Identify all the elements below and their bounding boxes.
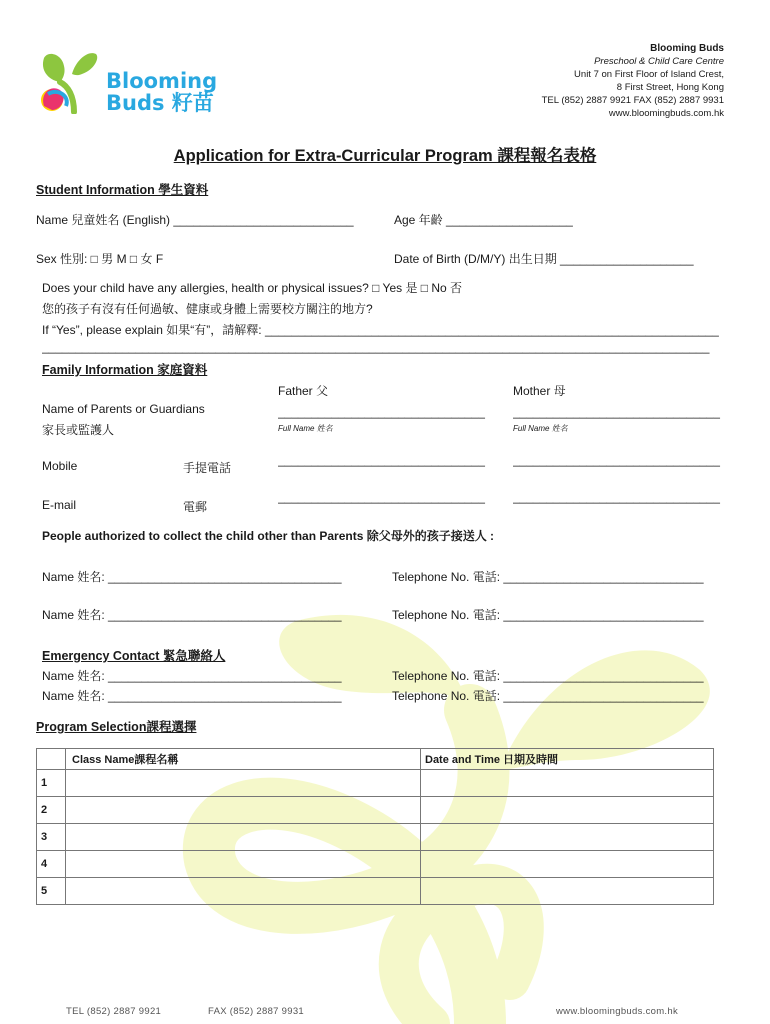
table-row xyxy=(37,797,714,824)
allergy-question[interactable]: Does your child have any allergies, health or physical issues? □ Yes 是 □ No 否 xyxy=(42,281,463,295)
emergency-name-field-2[interactable]: Name 姓名: ___________________________________ xyxy=(42,689,342,703)
father-mobile-line[interactable]: _______________________________ xyxy=(278,453,485,467)
father-fullname-caption: Full Name 姓名 xyxy=(278,424,333,433)
authorized-tel-field-2[interactable]: Telephone No. 電話: ______________________________ xyxy=(392,608,704,622)
table-row xyxy=(37,824,714,851)
authorized-name-field-2[interactable]: Name 姓名: ___________________________________ xyxy=(42,608,342,622)
date-time-cell[interactable] xyxy=(421,851,714,878)
class-name-cell[interactable] xyxy=(66,770,421,797)
father-email-line[interactable]: _______________________________ xyxy=(278,490,485,504)
mother-name-line[interactable]: _______________________________ xyxy=(513,405,720,419)
footer-website: www.bloomingbuds.com.hk xyxy=(556,1006,679,1017)
address-line-1: Unit 7 on First Floor of Island Crest, xyxy=(574,69,724,80)
father-name-line[interactable]: _______________________________ xyxy=(278,405,485,419)
website: www.bloomingbuds.com.hk xyxy=(608,108,724,119)
logo-text-line2: Buds 籽苗 xyxy=(106,91,214,115)
sprout-logo-icon xyxy=(38,44,100,114)
authorized-tel-field-1[interactable]: Telephone No. 電話: ______________________________ xyxy=(392,570,704,584)
program-selection-table xyxy=(36,748,714,905)
date-time-cell[interactable] xyxy=(421,824,714,851)
mother-mobile-line[interactable]: _______________________________ xyxy=(513,453,720,467)
school-name: Blooming Buds xyxy=(650,43,724,54)
student-info-heading: Student Information 學生資料 xyxy=(36,183,209,197)
program-selection-heading: Program Selection課程選擇 xyxy=(36,720,197,734)
allergy-explain-field[interactable]: If “Yes”, please explain 如果“有”，請解釋: ____________________________________________________________________ xyxy=(42,323,719,337)
emergency-name-field-1[interactable]: Name 姓名: ___________________________________ xyxy=(42,669,342,683)
row-number-header xyxy=(37,749,66,770)
age-field[interactable]: Age 年齡 ___________________ xyxy=(394,213,573,227)
address-line-2: 8 First Street, Hong Kong xyxy=(616,82,724,93)
email-label: E-mail xyxy=(42,498,77,512)
mother-email-line[interactable]: _______________________________ xyxy=(513,490,720,504)
mother-fullname-caption: Full Name 姓名 xyxy=(513,424,568,433)
sex-checkboxes[interactable]: Sex 性別: □ 男 M □ 女 F xyxy=(36,252,164,266)
date-time-header: Date and Time 日期及時間 xyxy=(421,749,714,770)
emergency-tel-field-1[interactable]: Telephone No. 電話: ______________________________ xyxy=(392,669,704,683)
emergency-contact-heading: Emergency Contact 緊急聯絡人 xyxy=(42,649,226,663)
class-name-cell[interactable] xyxy=(66,824,421,851)
row-number: 1 xyxy=(37,770,66,797)
row-number: 3 xyxy=(37,824,66,851)
table-row xyxy=(37,851,714,878)
child-name-field[interactable]: Name 兒童姓名 (English) ___________________________ xyxy=(36,213,354,227)
row-number: 4 xyxy=(37,851,66,878)
row-number: 5 xyxy=(37,878,66,905)
allergy-explain-line-2[interactable]: ____________________________________________________________________________________________________ xyxy=(42,340,710,354)
authorized-pickup-heading: People authorized to collect the child other than Parents 除父母外的孩子接送人 : xyxy=(42,529,495,543)
allergy-question-chinese: 您的孩子有沒有任何過敏、健康或身體上需要校方關注的地方? xyxy=(42,302,373,316)
class-name-cell[interactable] xyxy=(66,797,421,824)
footer-tel: TEL (852) 2887 9921 xyxy=(66,1006,162,1017)
father-column-label: Father 父 xyxy=(278,384,329,398)
footer-fax: FAX (852) 2887 9931 xyxy=(208,1006,305,1017)
mobile-label: Mobile xyxy=(42,459,78,473)
parents-name-label: Name of Parents or Guardians xyxy=(42,402,205,416)
authorized-name-field-1[interactable]: Name 姓名: ___________________________________ xyxy=(42,570,342,584)
table-row xyxy=(37,770,714,797)
email-label-chinese: 電郵 xyxy=(183,500,208,514)
class-name-header: Class Name課程名稱 xyxy=(66,749,421,770)
date-of-birth-field[interactable]: Date of Birth (D/M/Y) 出生日期 ____________________ xyxy=(394,252,694,266)
form-title: Application for Extra-Curricular Program 課程報名表格 xyxy=(173,147,597,165)
mobile-label-chinese: 手提電話 xyxy=(183,461,232,475)
mother-column-label: Mother 母 xyxy=(513,384,566,398)
school-subtitle: Preschool & Child Care Centre xyxy=(594,56,724,67)
parents-name-label-chinese: 家長或監護人 xyxy=(42,423,115,437)
phone-fax: TEL (852) 2887 9921 FAX (852) 2887 9931 xyxy=(541,95,724,106)
date-time-cell[interactable] xyxy=(421,797,714,824)
date-time-cell[interactable] xyxy=(421,878,714,905)
blooming-buds-logo xyxy=(38,44,218,124)
class-name-cell[interactable] xyxy=(66,851,421,878)
school-contact-header xyxy=(464,42,724,120)
emergency-tel-field-2[interactable]: Telephone No. 電話: ______________________________ xyxy=(392,689,704,703)
date-time-cell[interactable] xyxy=(421,770,714,797)
family-info-heading: Family Information 家庭資料 xyxy=(42,363,208,377)
table-header-row xyxy=(37,749,714,770)
logo-text-line1: Blooming xyxy=(106,69,218,93)
table-row xyxy=(37,878,714,905)
row-number: 2 xyxy=(37,797,66,824)
class-name-cell[interactable] xyxy=(66,878,421,905)
